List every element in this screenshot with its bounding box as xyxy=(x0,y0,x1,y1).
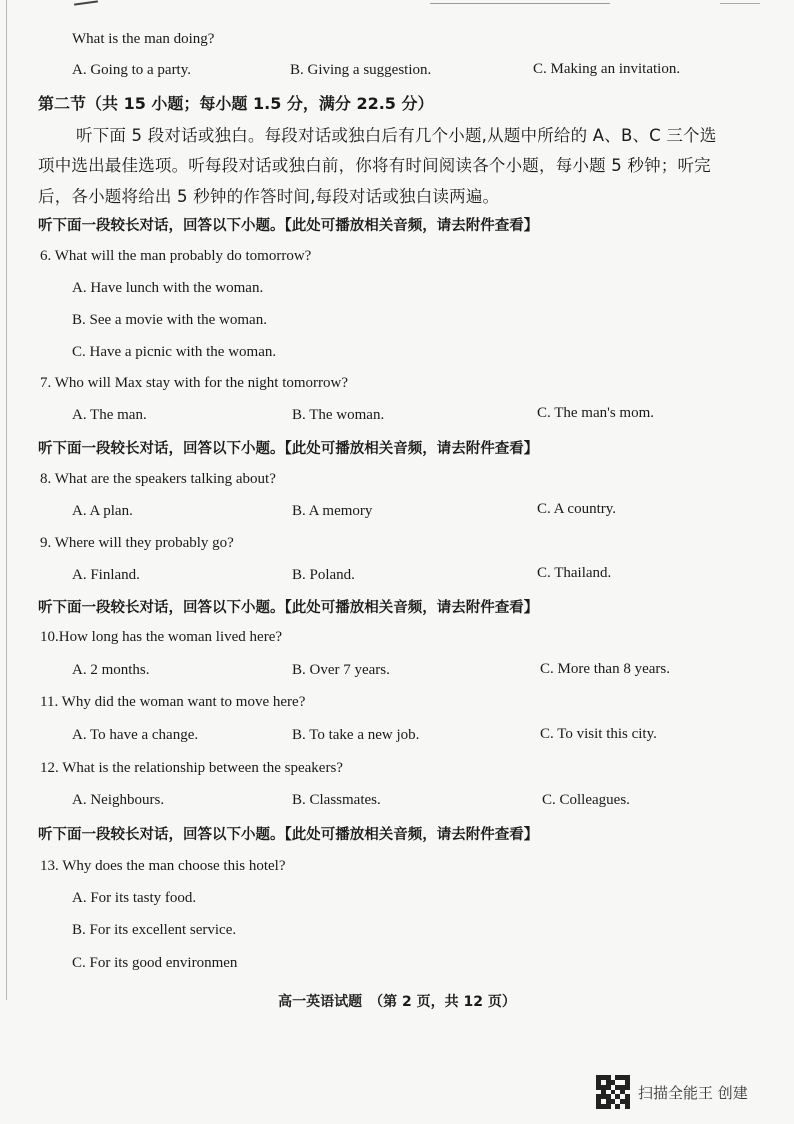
option-b: B. Giving a suggestion. xyxy=(290,62,432,78)
audio-instruction: 听下面一段较长对话，回答以下小题。【此处可播放相关音频，请去附件查看】 xyxy=(38,600,539,616)
top-rule xyxy=(430,3,610,4)
option-a: A. 2 months. xyxy=(72,662,150,678)
question-stem: What is the man doing? xyxy=(72,31,215,47)
option-b: B. For its excellent service. xyxy=(72,922,237,938)
option-a: A. Going to a party. xyxy=(72,62,192,78)
option-a: A. The man. xyxy=(72,407,147,423)
option-b: B. Poland. xyxy=(292,567,355,583)
section-intro: 听下面 5 段对话或独白。每段对话或独白后有几个小题,从题中所给的 A、B、C 三个选 xyxy=(76,126,717,145)
question-stem: 6. What will the man probably do tomorrow? xyxy=(40,248,312,264)
option-c: C. A country. xyxy=(537,501,617,517)
option-b: B. Over 7 years. xyxy=(292,662,390,678)
option-b: B. Classmates. xyxy=(292,792,381,808)
section-intro: 项中选出最佳选项。听每段对话或独白前，你将有时间阅读各个小题，每小题 5 秒钟；听完 xyxy=(38,156,711,175)
option-c: C. To visit this city. xyxy=(540,726,657,742)
option-a: A. For its tasty food. xyxy=(72,890,197,906)
option-a: A. Finland. xyxy=(72,567,140,583)
question-stem: 7. Who will Max stay with for the night tomorrow? xyxy=(40,375,349,391)
scan-edge-line xyxy=(6,0,7,1000)
section-intro: 后，各小题将给出 5 秒钟的作答时间,每段对话或独白读两遍。 xyxy=(38,187,500,206)
option-c: C. Colleagues. xyxy=(542,792,630,808)
section-title: 第二节（共 15 小题；每小题 1.5 分，满分 22.5 分） xyxy=(38,94,434,113)
page-footer: 高一英语试题 （第 2 页，共 12 页） xyxy=(278,994,516,1010)
option-c: C. The man's mom. xyxy=(537,405,655,421)
option-b: B. A memory xyxy=(292,503,373,519)
option-b: B. To take a new job. xyxy=(292,727,420,743)
question-stem: 13. Why does the man choose this hotel? xyxy=(40,858,286,874)
audio-instruction: 听下面一段较长对话，回答以下小题。【此处可播放相关音频，请去附件查看】 xyxy=(38,827,539,843)
question-stem: 8. What are the speakers talking about? xyxy=(40,471,276,487)
top-rule xyxy=(720,3,760,4)
option-a: A. Neighbours. xyxy=(72,792,165,808)
qr-code-icon xyxy=(596,1075,630,1109)
option-c: C. For its good environmen xyxy=(72,955,238,971)
question-stem: 11. Why did the woman want to move here? xyxy=(40,694,306,710)
audio-instruction: 听下面一段较长对话，回答以下小题。【此处可播放相关音频，请去附件查看】 xyxy=(38,441,539,457)
option-b: B. See a movie with the woman. xyxy=(72,312,267,328)
option-c: C. Thailand. xyxy=(537,565,612,581)
scanner-watermark xyxy=(596,1075,748,1109)
question-stem: 9. Where will they probably go? xyxy=(40,535,234,551)
question-stem: 12. What is the relationship between the speakers? xyxy=(40,760,343,776)
question-stem: 10.How long has the woman lived here? xyxy=(40,629,283,645)
option-c: C. Have a picnic with the woman. xyxy=(72,344,277,360)
audio-instruction: 听下面一段较长对话，回答以下小题。【此处可播放相关音频，请去附件查看】 xyxy=(38,218,539,234)
watermark-text: 扫描全能王 创建 xyxy=(638,1083,748,1102)
option-a: A. A plan. xyxy=(72,503,133,519)
scan-mark xyxy=(74,0,98,5)
option-c: C. Making an invitation. xyxy=(533,61,681,77)
option-a: A. Have lunch with the woman. xyxy=(72,280,264,296)
option-a: A. To have a change. xyxy=(72,727,199,743)
option-b: B. The woman. xyxy=(292,407,385,423)
option-c: C. More than 8 years. xyxy=(540,661,670,677)
